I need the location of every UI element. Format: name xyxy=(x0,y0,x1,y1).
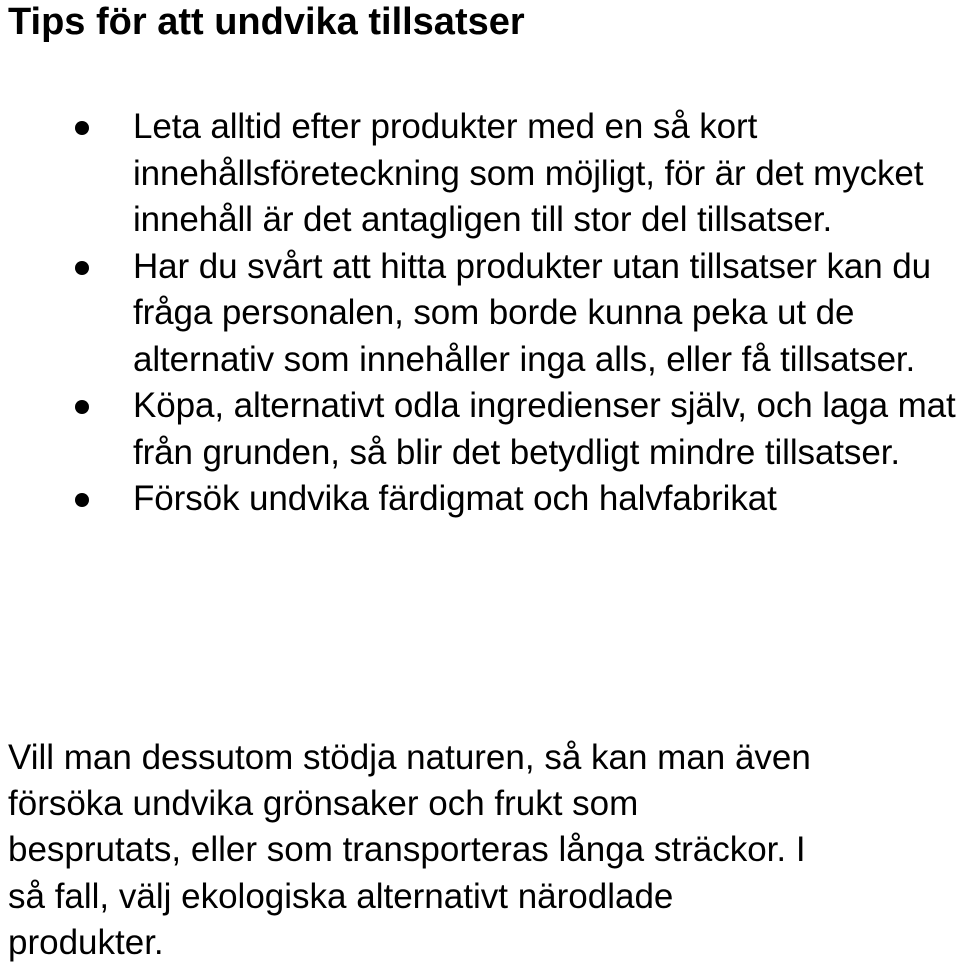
page-title: Tips för att undvika tillsatser xyxy=(8,1,525,43)
list-item xyxy=(0,476,960,523)
tips-list xyxy=(0,104,960,523)
list-item xyxy=(0,104,960,244)
bullet-icon xyxy=(75,493,89,507)
list-item xyxy=(0,383,960,476)
bullet-icon xyxy=(75,121,89,135)
tip-text: Leta alltid efter produkter med en så kort innehållsföreteckning som möjligt, för är det mycket innehåll är det antagligen till stor del tillsatser. xyxy=(133,107,924,239)
tip-text: Har du svårt att hitta produkter utan tillsatser kan du fråga personalen, som borde kunna peka ut de alternativ som innehåller inga alls, eller få tillsatser. xyxy=(133,246,931,379)
tip-text: Försök undvika färdigmat och halvfabrikat xyxy=(133,479,777,518)
bullet-icon xyxy=(75,261,89,275)
tip-text: Köpa, alternativt odla ingredienser själv, och laga mat från grunden, så blir det betydligt mindre tillsatser. xyxy=(133,386,956,472)
bullet-icon xyxy=(75,400,89,414)
closing-paragraph: Vill man dessutom stödja naturen, så kan man även försöka undvika grönsaker och frukt som besprutats, eller som transporteras långa sträckor. I så fall, välj ekologiska alternativt närodlade produkter. xyxy=(8,738,811,962)
list-item xyxy=(0,244,960,384)
